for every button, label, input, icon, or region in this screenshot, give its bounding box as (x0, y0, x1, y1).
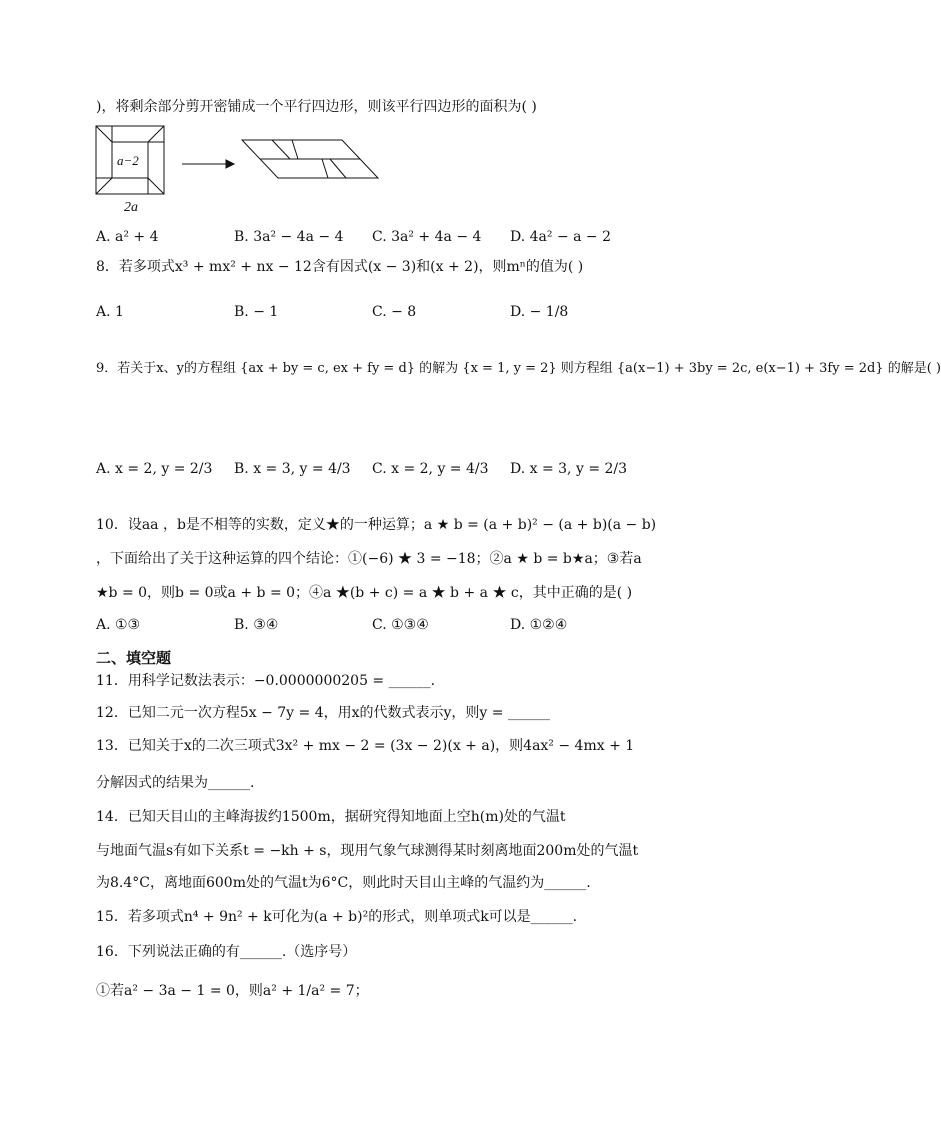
q14-line2: 与地面气温s有如下关系t = −kh + s，现用气象气球测得某时刻离地面200m处的气温t (96, 843, 639, 859)
q7-option-a: A. a² + 4 (96, 229, 159, 245)
q9-option-c: C. x = 2, y = 4/3 (372, 461, 489, 477)
q14-line3: 为8.4°C，离地面600m处的气温t为6°C，则此时天目山主峰的气温约为______. (96, 875, 591, 891)
q13-line2: 分解因式的结果为______. (96, 775, 255, 791)
q16-text: 16．下列说法正确的有______.（选序号） (96, 944, 357, 960)
section-heading: 二、填空题 (96, 649, 172, 667)
q10-option-c: C. ①③④ (372, 617, 429, 633)
q7-text (96, 98, 537, 116)
q10-option-a: A. ①③ (96, 617, 141, 633)
q9-option-d: D. x = 3, y = 2/3 (510, 461, 628, 477)
q8-option-d: D. − 1/8 (510, 304, 569, 320)
q14-line1: 14．已知天目山的主峰海拔约1500m，据研究得知地面上空h(m)处的气温t (96, 809, 566, 825)
q10-option-b: B. ③④ (234, 617, 279, 633)
q7-figure (94, 124, 394, 216)
q9-option-a: A. x = 2, y = 2/3 (96, 461, 213, 477)
q7-option-c: C. 3a² + 4a − 4 (372, 229, 482, 245)
q7-option-d: D. 4a² − a − 2 (510, 229, 612, 245)
q9-option-b: B. x = 3, y = 4/3 (234, 461, 351, 477)
q7-tail: )，将剩余部分剪开密铺成一个平行四边形，则该平行四边形的面积为( ) (96, 99, 537, 115)
q7-option-b: B. 3a² − 4a − 4 (234, 229, 344, 245)
q8-option-c: C. − 8 (372, 304, 417, 320)
q16-item-1: ①若a² − 3a − 1 = 0，则a² + 1/a² = 7； (96, 983, 369, 999)
q8-option-a: A. 1 (96, 304, 124, 320)
q8-text: 8．若多项式x³ + mx² + nx − 12含有因式(x − 3)和(x + 2)，则mⁿ的值为( ) (96, 259, 584, 275)
q11-text: 11．用科学记数法表示：−0.0000000205 = ______. (96, 673, 436, 689)
q10-line1: 10．设aa ，b是不相等的实数，定义★的一种运算；a ★ b = (a + b)² − (a + b)(a − b) (96, 517, 657, 533)
q10-line2: ，下面给出了关于这种运算的四个结论：①(−6) ★ 3 = −18；②a ★ b = b★a；③若a (96, 551, 642, 567)
q10-option-d: D. ①②④ (510, 617, 568, 633)
q15-text: 15．若多项式n⁴ + 9n² + k可化为(a + b)²的形式，则单项式k可以是______. (96, 909, 578, 925)
q9-text: 9．若关于x、y的方程组 {ax + by = c, ex + fy = d} 的解为 {x = 1, y = 2} 则方程组 {a(x−1) + 3by = 2c, e(x−1) + 3fy = 2d} 的解是( ) (96, 361, 941, 376)
arrow-head (226, 160, 234, 168)
inner-label: a−2 (117, 153, 139, 168)
outer-label: 2a (124, 200, 138, 215)
q13-line1: 13．已知关于x的二次三项式3x² + mx − 2 = (3x − 2)(x + a)，则4ax² − 4mx + 1 (96, 738, 635, 754)
q12-text: 12．已知二元一次方程5x − 7y = 4，用x的代数式表示y，则y = ______ (96, 705, 550, 721)
q10-line3: ★b = 0，则b = 0或a + b = 0；④a ★(b + c) = a ★ b + a ★ c，其中正确的是( ) (96, 585, 633, 601)
q8-option-b: B. − 1 (234, 304, 279, 320)
